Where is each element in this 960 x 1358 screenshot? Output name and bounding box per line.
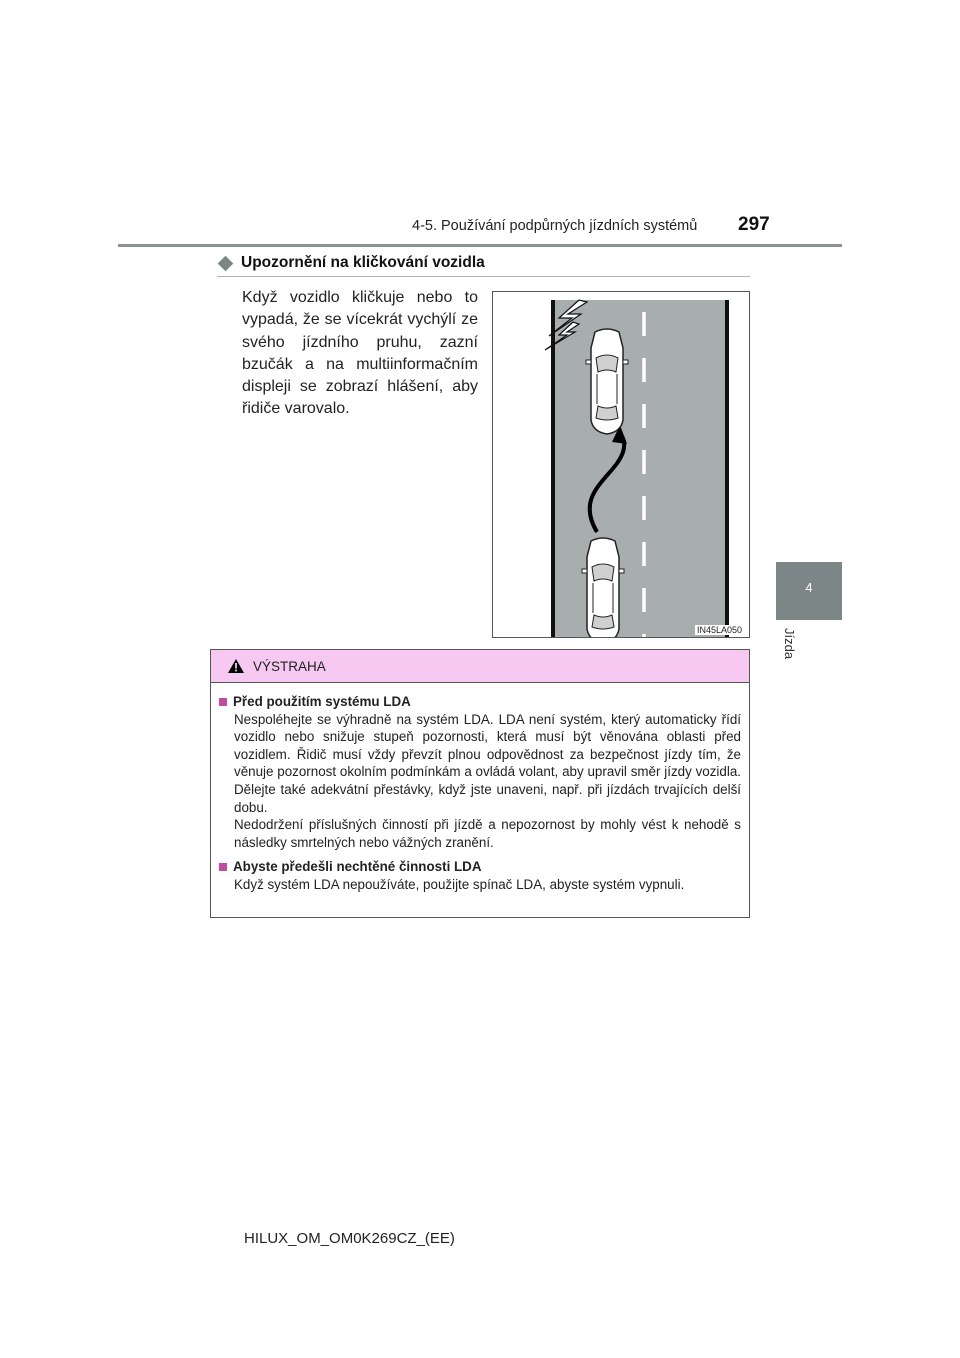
header-section-title: 4-5. Používání podpůrných jízdních systémů	[412, 218, 698, 234]
warning-box	[210, 649, 750, 918]
figure-code: IN45LA050	[696, 625, 742, 635]
warning-item	[219, 693, 741, 851]
warning-heading: VÝSTRAHA	[253, 658, 326, 674]
diamond-bullet-icon	[218, 255, 234, 271]
section-body: Když vozidlo kličkuje nebo to vypadá, že se vícekrát vychýlí ze svého jízdního pruhu, zazní bzučák a na multiinformačním displeji se zobrazí hlášení, aby řidiče varovalo.	[242, 289, 478, 418]
square-bullet-icon	[219, 863, 227, 871]
section-title	[217, 254, 485, 272]
section-rule	[217, 276, 750, 277]
warning-item-title	[219, 858, 741, 876]
square-bullet-icon	[219, 698, 227, 706]
road-surface	[551, 300, 729, 637]
warning-triangle-icon	[227, 658, 245, 674]
warning-paragraph: Nedodržení příslušných činností při jízdě a nepozornost by mohly vést k nehodě s následky smrtelných nebo vážných zranění.	[234, 817, 741, 850]
lane-sway-illustration	[493, 292, 749, 637]
warning-item	[219, 858, 741, 893]
car-top-icon	[586, 329, 628, 434]
section-title-text: Upozornění na kličkování vozidla	[241, 254, 485, 271]
warning-item-title	[219, 693, 741, 711]
warning-header	[211, 650, 749, 683]
warning-paragraph: Když systém LDA nepoužíváte, použijte spínač LDA, abyste systém vypnuli.	[234, 876, 685, 892]
warning-item-title-text: Před použitím systému LDA	[233, 694, 411, 709]
lane-sway-figure	[492, 291, 750, 638]
document-id: HILUX_OM_OM0K269CZ_(EE)	[244, 1230, 455, 1247]
page-number: 297	[738, 214, 770, 235]
chapter-label: Jízda	[782, 628, 797, 660]
chapter-tab	[776, 562, 842, 620]
warning-paragraph: Nespoléhejte se výhradně na systém LDA. LDA není systém, který automaticky řídí vozidlo nebo snižuje stupeň pozornosti, která musí být věnována oblasti před vozidlem. Řidič musí vždy převzít plnou odpovědnost za bezpečnost jízdy tím, že věnuje pozornost okolním podmínkám a ovládá volant, aby upravil směr jízdy vozidla. Dělejte také adekvátní přestávky, když jste unaveni, např. při jízdách trvajících delší dobu.	[234, 711, 741, 815]
chapter-number: 4	[805, 580, 813, 595]
warning-body	[211, 683, 749, 894]
header-rule	[118, 244, 842, 247]
car-top-icon	[582, 538, 624, 637]
warning-item-title-text: Abyste předešli nechtěné činnosti LDA	[233, 859, 482, 875]
